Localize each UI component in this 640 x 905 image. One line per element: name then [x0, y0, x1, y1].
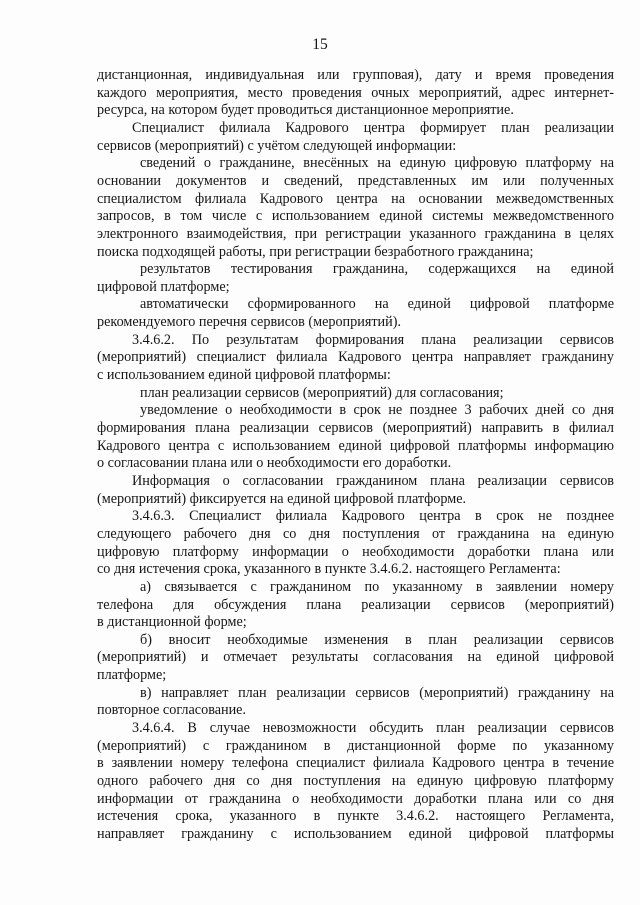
text-line: автоматически сформированного на единой цифровой платформе: [140, 296, 614, 313]
text-line: 3.4.6.2. По результатам формирования плана реализации сервисов: [132, 331, 614, 348]
text-line: результатов тестирования гражданина, содержащихся на единой: [140, 261, 614, 278]
text-line: Специалист филиала Кадрового центра формирует план реализации: [132, 119, 614, 136]
text-line: (мероприятий) и отмечает результаты согласования на единой цифровой: [97, 649, 614, 666]
text-line: в) направляет план реализации сервисов (мероприятий) гражданину на: [140, 684, 614, 701]
text-line: информации от гражданина о необходимости доработки плана или со дня: [97, 790, 614, 807]
text-line: 3.4.6.3. Специалист филиала Кадрового центра в срок не позднее: [132, 508, 614, 525]
text-line: Кадрового центра с использованием единой цифровой платформы информацию: [97, 437, 614, 454]
text-line: телефона для обсуждения плана реализации сервисов (мероприятий): [97, 596, 614, 613]
text-line: план реализации сервисов (мероприятий) для согласования;: [140, 384, 504, 401]
text-line: каждого мероприятия, место проведения очных мероприятий, адрес интернет-: [97, 84, 614, 101]
text-line: следующего рабочего дня со дня поступления от гражданина на единую: [97, 525, 614, 542]
text-line: цифровой платформе;: [97, 278, 230, 295]
text-line: основании документов и сведений, представленных им или полученных: [97, 172, 614, 189]
text-line: Информация о согласовании гражданином плана реализации сервисов: [132, 472, 614, 489]
text-line: сведений о гражданине, внесённых на единую цифровую платформу на: [140, 155, 614, 172]
text-line: сервисов (мероприятий) с учётом следующей информации:: [97, 137, 457, 154]
text-line: дистанционная, индивидуальная или групповая), дату и время проведения: [97, 67, 614, 83]
text-line: с использованием единой цифровой платформы:: [97, 367, 391, 384]
text-line: цифровую платформу информации о необходимости доработки плана или: [97, 543, 614, 560]
text-line: 3.4.6.4. В случае невозможности обсудить план реализации сервисов: [132, 720, 614, 737]
text-line: б) вносит необходимые изменения в план реализации сервисов: [140, 631, 614, 648]
text-line: (мероприятий) с гражданином в дистанционной форме по указанному: [97, 737, 614, 754]
text-line: а) связывается с гражданином по указанному в заявлении номеру: [140, 578, 614, 595]
text-line: поиска подходящей работы, при регистрации безработного гражданина;: [97, 243, 534, 260]
text-line: повторное согласование.: [97, 702, 247, 719]
text-line: платформе;: [97, 667, 167, 684]
text-line: истечения срока, указанного в пункте 3.4.6.2. настоящего Регламента,: [97, 808, 614, 825]
text-line: о согласовании плана или о необходимости его доработки.: [97, 455, 452, 472]
text-line: (мероприятий) специалист филиала Кадрового центра направляет гражданину: [97, 349, 614, 366]
text-line: специалистом филиала Кадрового центра на основании межведомственных: [97, 190, 614, 207]
text-line: направляет гражданину с использованием единой цифровой платформы: [97, 825, 614, 842]
text-line: рекомендуемого перечня сервисов (мероприятий).: [97, 314, 402, 331]
text-line: уведомление о необходимости в срок не позднее 3 рабочих дней со дня: [140, 402, 614, 419]
text-line: (мероприятий) фиксируется на единой цифровой платформе.: [97, 490, 467, 507]
text-line: со дня истечения срока, указанного в пункте 3.4.6.2. настоящего Регламента:: [97, 561, 561, 578]
text-line: в заявлении номеру телефона специалист филиала Кадрового центра в течение: [97, 755, 614, 772]
text-line: запросов, в том числе с использованием единой системы межведомственного: [97, 208, 614, 225]
text-line: в дистанционной форме;: [97, 614, 247, 631]
text-line: одного рабочего дня со дня поступления на единую цифровую платформу: [97, 773, 614, 789]
text-line: формирования плана реализации сервисов (мероприятий) направить в филиал: [97, 420, 614, 436]
page-number: 15: [312, 36, 328, 53]
text-line: электронного взаимодействия, при регистрации указанного гражданина в целях: [97, 225, 614, 242]
text-line: ресурса, на котором будет проводиться дистанционное мероприятие.: [97, 102, 514, 119]
